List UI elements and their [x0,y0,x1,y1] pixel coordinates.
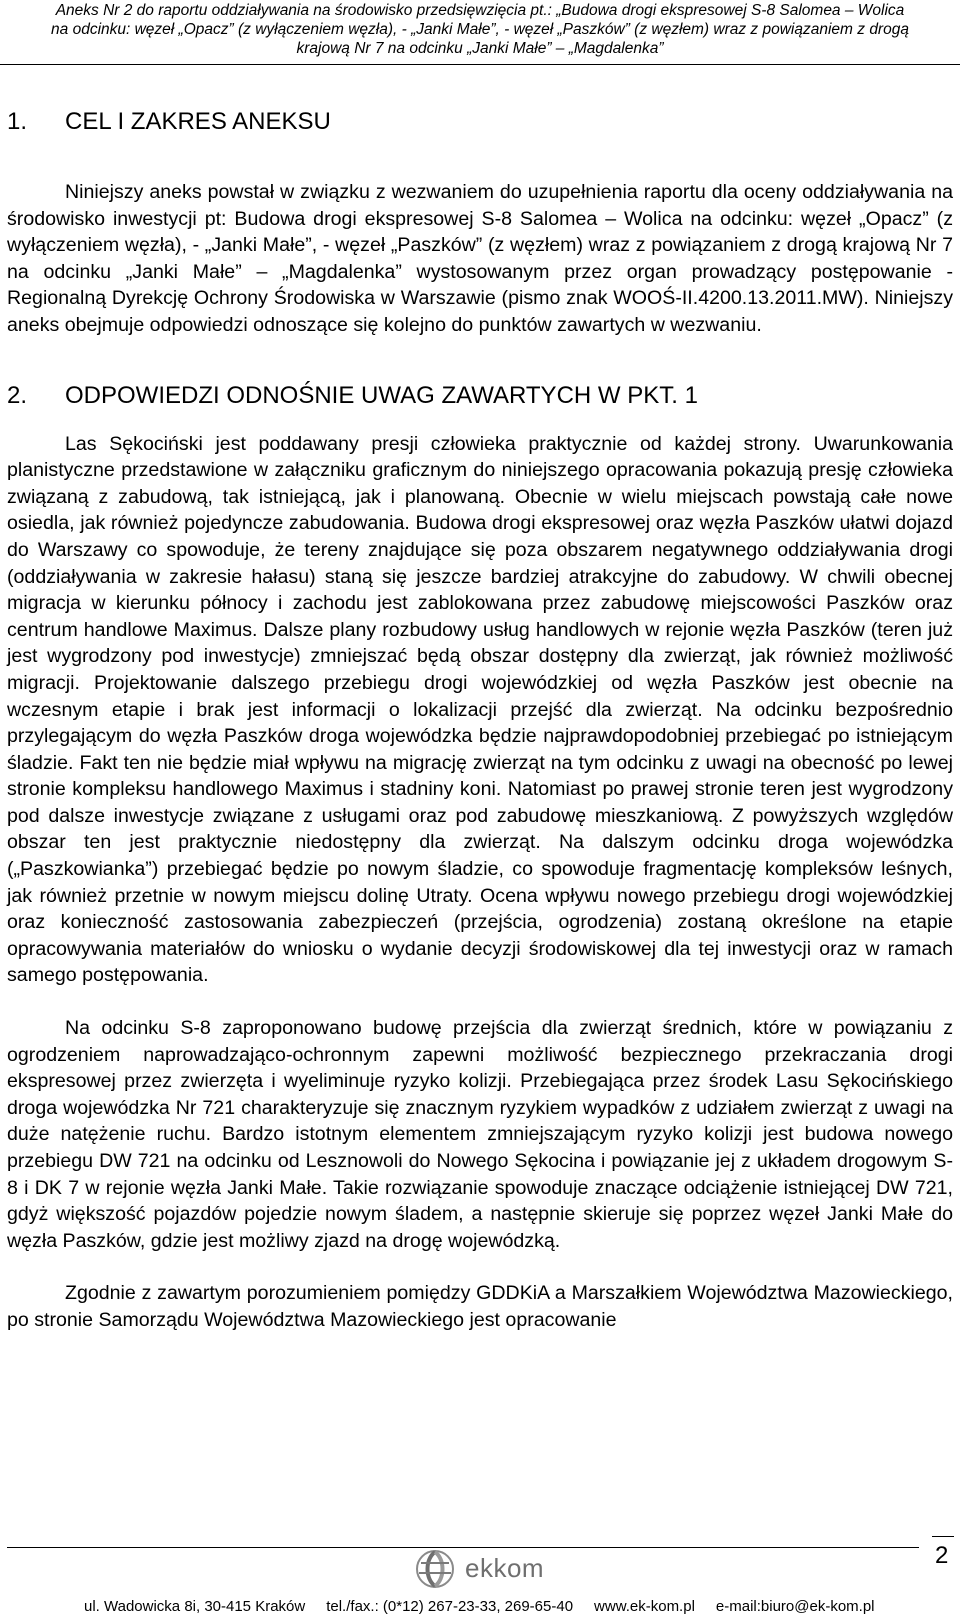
section-2-number: 2. [7,381,28,409]
section-2-title: ODPOWIEDZI ODNOŚNIE UWAG ZAWARTYCH W PKT. 1 [65,381,698,409]
section-2-paragraph-1: Las Sękociński jest poddawany presji człowieka praktycznie od każdej strony. Uwarunkowania planistyczne przedstawione w załączniku graficznym do niniejszego opracowania pokazują presję człowieka związaną z zabudową, tak istniejącą, jak i planowaną. Obecnie w wielu miejscach powstają całe nowe osiedla, jak również pojedyncze zabudowania. Budowa drogi ekspresowej oraz węzła Paszków ułatwi dojazd do Warszawy co spowoduje, że tereny znajdujące się poza obszarem negatywnego oddziaływania drogi (oddziaływania w zakresie hałasu) staną się jeszcze bardziej atrakcyjne do zabudowy. W chwili obecnej migracja w kierunku północy i zachodu jest zablokowana przez zabudowę miejscowości Paszków oraz centrum handlowe Maximus. Dalsze plany rozbudowy usług handlowych w rejonie węzła Paszków (teren już jest wygrodzony pod inwestycje) zmniejszać będą obszar dostępny dla zwierząt, jak również możliwość migracji. Projektowanie dalszego przebiegu drogi wojewódzkiej od węzła Paszków jest obecnie na wczesnym etapie i brak jest informacji o lokalizacji przejść dla zwierząt. Na odcinku bezpośrednio przylegającym do węzła Paszków droga wojewódzka będzie najprawdopodobniej przebiegać po istniejącym śladzie. Fakt ten nie będzie miał wpływu na migrację zwierząt na tym odcinku z uwagi na obecność po lewej stronie kompleksu handlowego Maximus i stadniny koni. Natomiast po prawej stronie teren jest wygrodzony pod dalsze inwestycje związane z usługami oraz pod zabudowę mieszkaniową. Z powyższych względów obszar ten jest praktycznie niedostępny dla zwierząt. Na dalszym odcinku droga wojewódzka („Paszkowianka”) przebiegać będzie po nowym śladzie, co spowoduje fragmentację kompleksów leśnych, jak również przetnie w nowym miejscu dolinę Utraty. Ocena wpływu nowego przebiegu drogi wojewódzkiej oraz konieczność zastosowania zabezpieczeń (przejścia, ogrodzenia) zostaną określone na etapie opracowywania materiałów do wniosku o wydanie decyzji środowiskowej dla tej inwestycji oraz w ramach samego postępowania. [7,432,953,987]
section-1-heading [7,107,953,137]
header-line-3: krajową Nr 7 na odcinku „Janki Małe” – „Magdalenka” [296,40,664,57]
logo-mark-icon [415,1549,459,1589]
header-line-1: Aneks Nr 2 do raportu oddziaływania na środowisko przedsięwzięcia pt.: „Budowa drogi ekspresowej S-8 Salomea – Wolica [55,2,905,19]
section-2-paragraph-2: Na odcinku S-8 zaproponowano budowę przejścia dla zwierząt średnich, które w powiązaniu z ogrodzeniem naprowadzająco-ochronnym zapewni możliwość bezpiecznego przekraczania drogi ekspresowej przez zwierzęta i wyeliminuje ryzyko kolizji. Przebiegająca przez środek Lasu Sękocińskiego droga wojewódzka Nr 721 charakteryzuje się znacznym ryzykiem wypadków z udziałem zwierząt z uwagi na duże natężenie ruchu. Bardzo istotnym elementem zmniejszającym ryzyko kolizji jest budowa nowego przebiegu DW 721 na odcinku od Lesznowoli do Nowego Sękocina i powiązanie jej z układem drogowym S-8 i DK 7 w rejonie węzła Janki Małe. Takie rozwiązanie spowoduje znaczące odciążenie istniejącej DW 721, gdyż większość pojazdów pojedzie nowym śladem, a następnie skieruje się poprzez węzeł Janki Małe do węzła Paszków, gdzie jest możliwy zjazd na drogę wojewódzką. [7,1017,953,1252]
footer-phone: tel./fax.: (0*12) 267-23-33, 269-65-40 [326,1598,574,1615]
running-header [0,1,960,58]
footer-contact [84,1598,960,1616]
header-line-2: na odcinku: węzeł „Opacz” (z wyłączeniem węzła), - „Janki Małe”, - węzeł „Paszków” (z węzłem) wraz z powiązaniem z drogą [51,21,909,38]
main-content [7,96,953,1334]
section-1-number: 1. [7,108,28,135]
section-1-title: CEL I ZAKRES ANEKSU [65,108,331,135]
header-divider [0,64,960,65]
company-logo [415,1549,555,1589]
section-2-paragraph-3: Zgodnie z zawartym porozumieniem pomiędzy GDDKiA a Marszałkiem Województwa Mazowieckiego, po stronie Samorządu Województwa Mazowieckiego jest opracowanie [7,1282,953,1331]
section-1-paragraph: Niniejszy aneks powstał w związku z wezwaniem do uzupełnienia raportu dla oceny oddziaływania na środowisko inwestycji pt: Budowa drogi ekspresowej S-8 Salomea – Wolica na odcinku: węzeł „Opacz” (z wyłączeniem węzła), - „Janki Małe”, - węzeł „Paszków” (z węzłem) wraz z powiązaniem z drogą krajową Nr 7 na odcinku „Janki Małe” – „Magdalenka” wystosowanym przez organ prowadzący postępowanie - Regionalną Dyrekcję Ochrony Środowiska w Warszawie (pismo znak WOOŚ-II.4200.13.2011.MW). Niniejszy aneks obejmuje odpowiedzi odnoszące się kolejno do punktów zawartych w wezwaniu. [7,181,953,336]
footer-website: www.ek-kom.pl [594,1598,695,1615]
section-2-heading [7,381,953,411]
footer-email: e-mail:biuro@ek-kom.pl [715,1598,875,1615]
page-number: 2 [935,1542,949,1569]
page-number-rule [932,1536,954,1537]
logo-text: ekkom [465,1553,545,1583]
footer-divider [7,1547,919,1548]
footer-address: ul. Wadowicka 8i, 30-415 Kraków [84,1598,306,1615]
